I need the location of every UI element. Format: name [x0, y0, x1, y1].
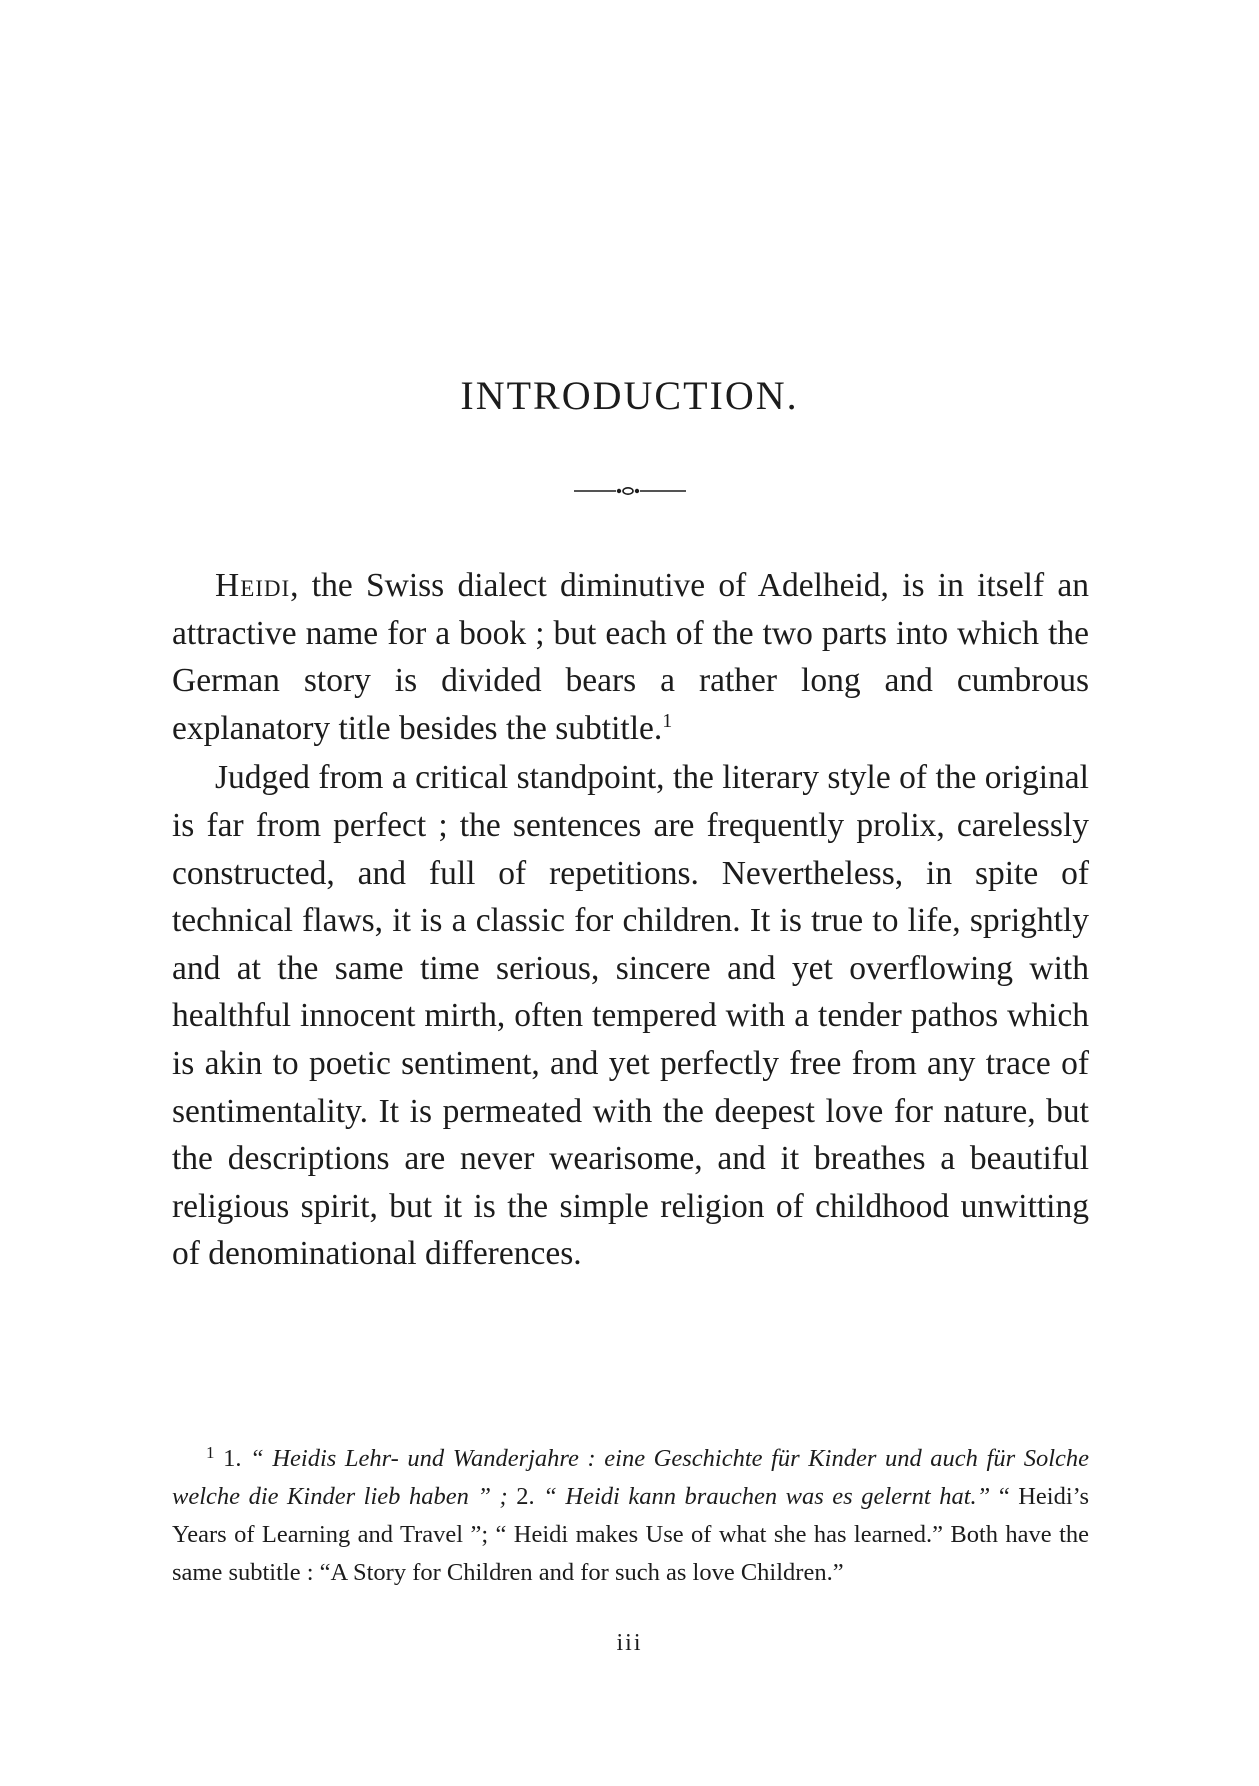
ornament-divider-icon [574, 484, 686, 498]
footnote-text [172, 1440, 1089, 1592]
paragraph-1 [172, 562, 1089, 752]
page-number: iii [616, 1630, 643, 1656]
footnote [172, 1440, 1089, 1592]
footnote-part2-number: 2. [507, 1483, 544, 1510]
footnote-part1-number: 1. [223, 1445, 251, 1472]
footnote-part2-title: “ Heidi kann brauchen was es gelernt hat.” [543, 1483, 991, 1510]
footnote-reference[interactable]: 1 [662, 709, 673, 732]
footnote-part1-title: “ Heidis Lehr- und Wanderjahre : eine Geschichte für Kinder und auch für Solche welche die Kinder lieb haben ” ; [172, 1445, 1090, 1510]
body-text [172, 562, 1089, 1278]
lead-word: Heidi [215, 567, 291, 604]
chapter-title: INTRODUCTION. [460, 373, 799, 418]
paragraph-1-text: , the Swiss dialect diminutive of Adelheid, is in itself an attractive name for a book ; but each of the two parts into which the German story is divided bears a rather long and cumbrous explanatory title besides the subtitle. [172, 567, 1089, 747]
paragraph-2: Judged from a critical standpoint, the literary style of the original is far from perfect ; the sentences are frequently prolix, carelessly constructed, and full of repetitions. Nevertheless, in spite of technical flaws, it is a classic for children. It is true to life, sprightly and at the same time serious, sincere and yet overflowing with healthful innocent mirth, often tempered with a tender pathos which is akin to poetic sentiment, and yet perfectly free from any trace of sentimentality. It is permeated with the deepest love for nature, but the descriptions are never wearisome, and it breathes a beautiful religious spirit, but it is the simple religion of childhood unwitting of denominational differences. [172, 759, 1089, 1273]
footnote-mark: 1 [206, 1443, 215, 1462]
footnote-translation: “ Heidi’s Years of Learning and Travel ”; “ Heidi makes Use of what she has learned.” Both have the same subtitle : “A Story for Children and for such as love Children.” [172, 1483, 1090, 1586]
